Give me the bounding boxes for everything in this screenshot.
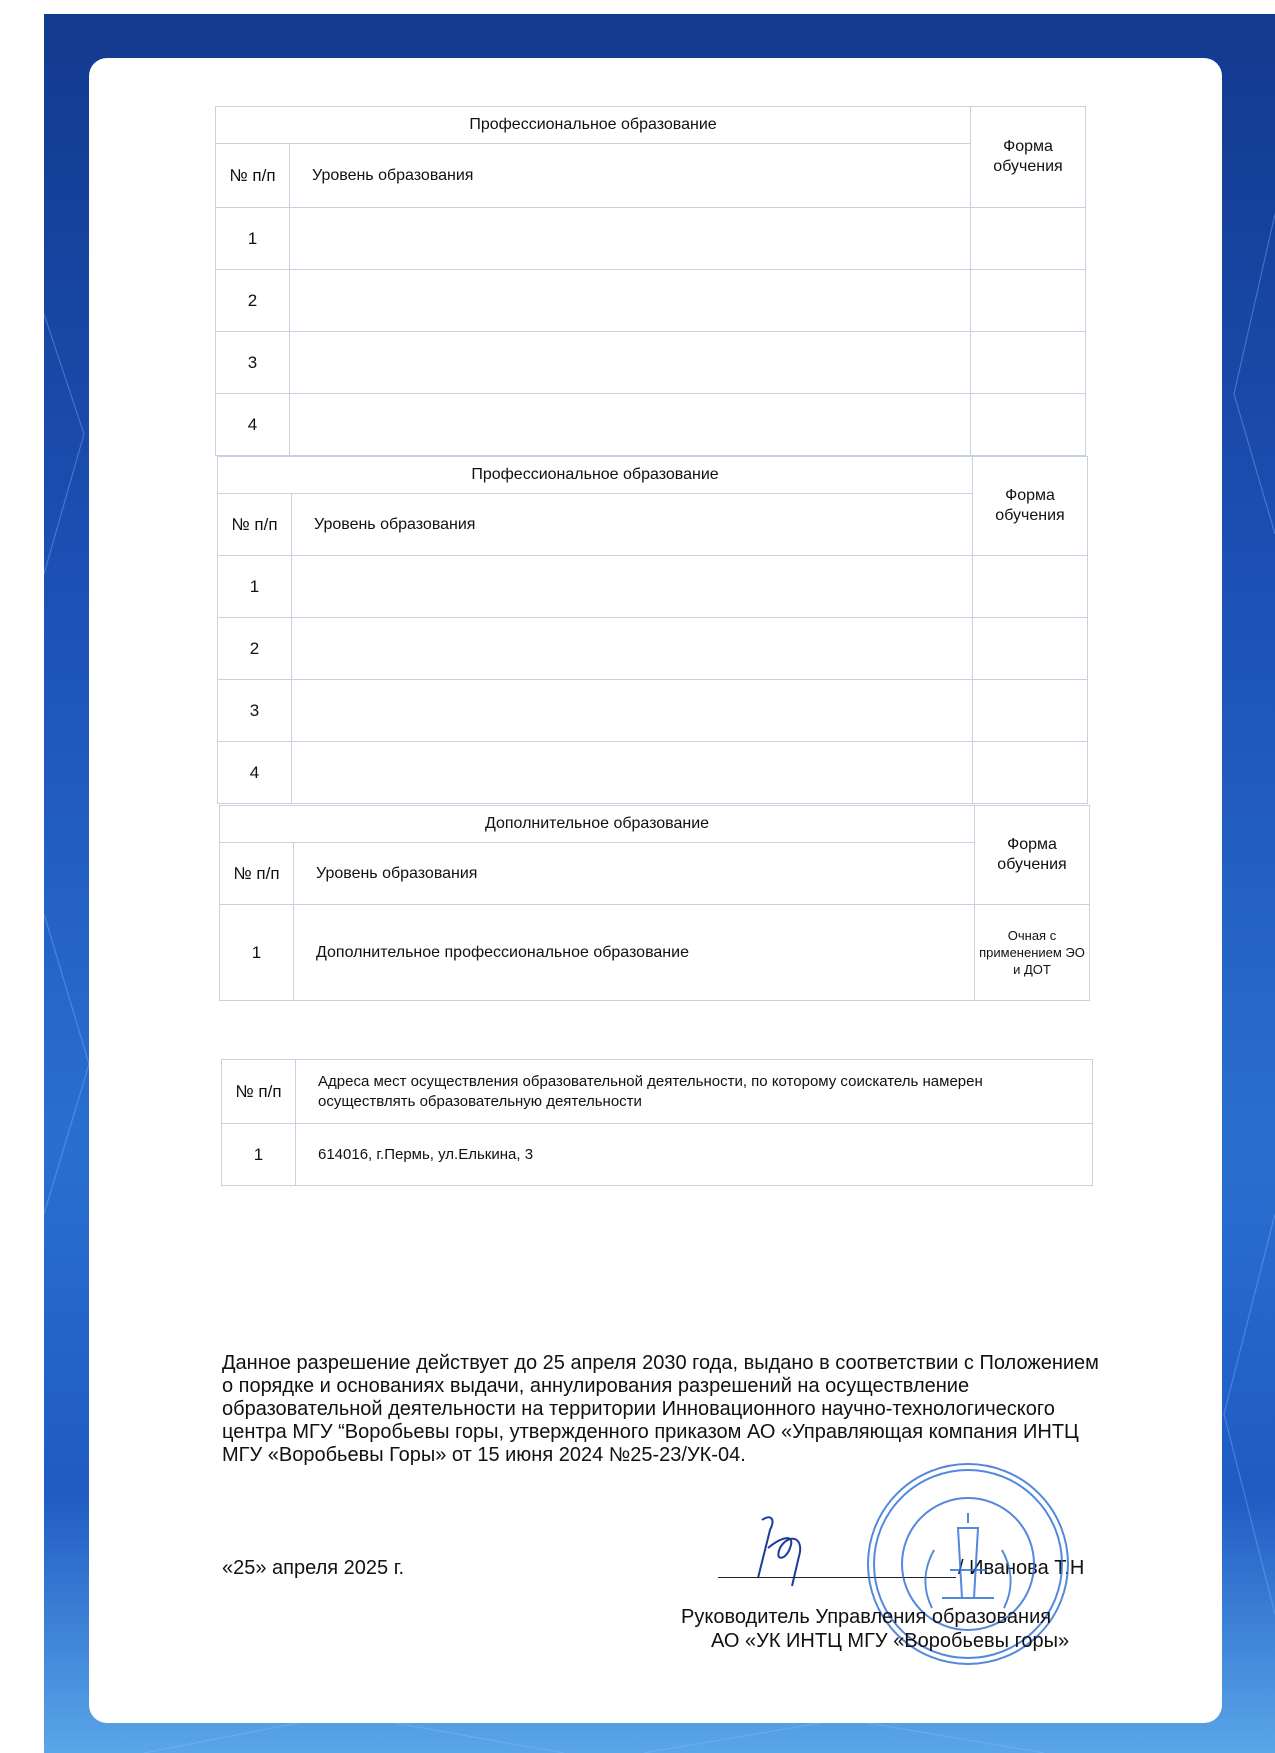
signer-position-line2: АО «УК ИНТЦ МГУ «Воробьевы горы» (711, 1630, 1070, 1652)
row-level: Дополнительное профессиональное образование (294, 905, 975, 1001)
row-form (973, 556, 1088, 618)
form-header: Форма обучения (971, 107, 1086, 208)
row-number: 3 (218, 680, 292, 742)
row-form (971, 270, 1086, 332)
row-number: 1 (216, 208, 290, 270)
row-level (292, 556, 973, 618)
signer-position-line1: Руководитель Управления образования (681, 1606, 1052, 1628)
row-number: 2 (216, 270, 290, 332)
section-title: Дополнительное образование (220, 806, 975, 843)
form-header: Форма обучения (975, 806, 1090, 905)
row-number: 2 (218, 618, 292, 680)
level-header: Уровень образования (290, 144, 971, 208)
form-header: Форма обучения (973, 457, 1088, 556)
row-number: 4 (216, 394, 290, 456)
row-form (971, 208, 1086, 270)
row-level (290, 394, 971, 456)
address-value: 614016, г.Пермь, ул.Елькина, 3 (296, 1124, 1093, 1186)
num-header: № п/п (216, 144, 290, 208)
education-table-professional-1 (215, 106, 1086, 456)
num-header: № п/п (222, 1060, 296, 1124)
issue-date: «25» апреля 2025 г. (222, 1557, 405, 1579)
row-number: 3 (216, 332, 290, 394)
education-table-professional-2 (217, 456, 1088, 804)
row-form (973, 680, 1088, 742)
permit-statement: Данное разрешение действует до 25 апреля 2030 года, выдано в соответствии с Положением о порядке и основаниях выдачи, аннулирования разрешений на осуществление образовательной деятельности на территории Инновационного научно-технологического центра МГУ “Воробьевы горы, утвержденного приказом АО «Управляющая компания ИНТЦ МГУ «Воробьевы Горы» от 15 июня 2024 №25-23/УК-04. (222, 1352, 1099, 1466)
address-table (221, 1059, 1093, 1186)
level-header: Уровень образования (292, 494, 973, 556)
row-level (292, 742, 973, 804)
row-level (290, 270, 971, 332)
signer-name: / Иванова Т.Н (958, 1557, 1085, 1579)
row-level (292, 618, 973, 680)
row-level (290, 332, 971, 394)
row-form (973, 618, 1088, 680)
num-header: № п/п (220, 843, 294, 905)
row-form (973, 742, 1088, 804)
education-table-additional (219, 805, 1090, 1001)
row-form (971, 394, 1086, 456)
row-form (971, 332, 1086, 394)
handwritten-signature (740, 1508, 850, 1588)
section-title: Профессиональное образование (216, 107, 971, 144)
num-header: № п/п (218, 494, 292, 556)
row-level (290, 208, 971, 270)
address-header: Адреса мест осуществления образовательной деятельности, по которому соискатель намерен осуществлять образовательную деятельности (296, 1060, 1093, 1124)
row-number: 1 (218, 556, 292, 618)
row-level (292, 680, 973, 742)
row-form: Очная с применением ЭО и ДОТ (975, 905, 1090, 1001)
row-number: 4 (218, 742, 292, 804)
row-number: 1 (222, 1124, 296, 1186)
row-number: 1 (220, 905, 294, 1001)
level-header: Уровень образования (294, 843, 975, 905)
section-title: Профессиональное образование (218, 457, 973, 494)
